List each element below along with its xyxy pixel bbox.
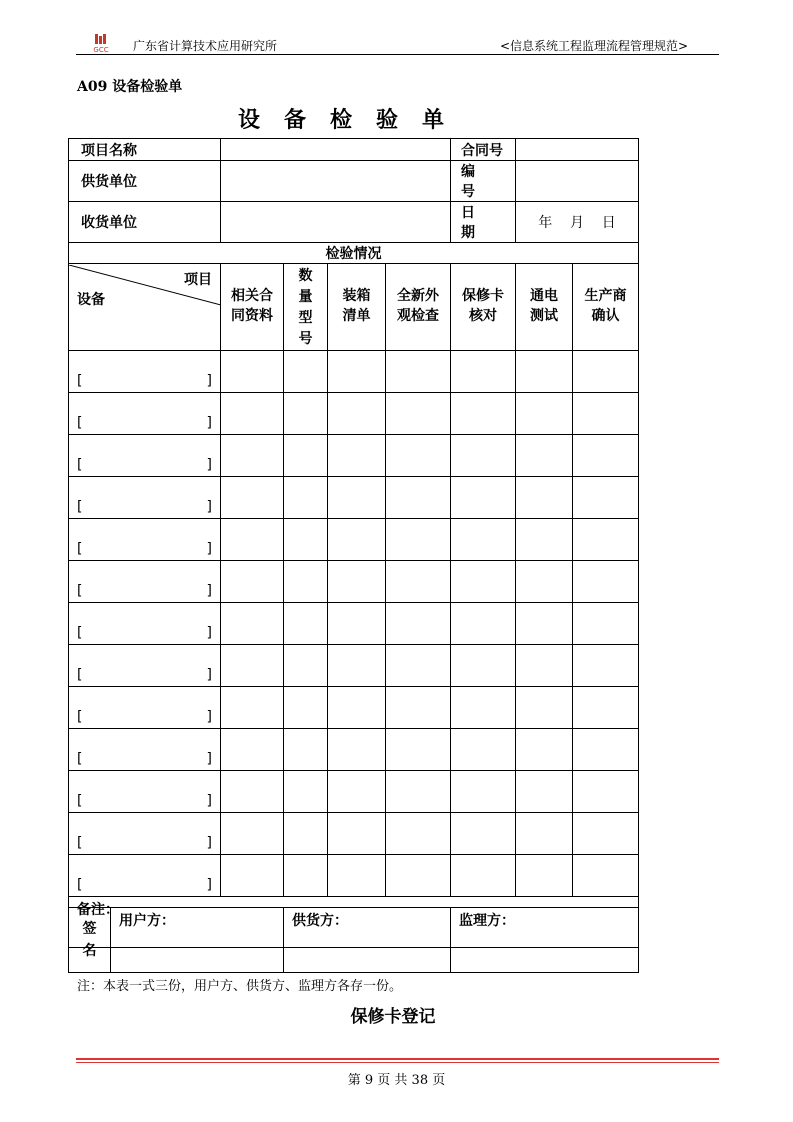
check-cell[interactable]	[516, 687, 573, 729]
check-cell[interactable]	[573, 519, 639, 561]
bracket-close: ]	[206, 499, 212, 515]
check-cell[interactable]	[451, 477, 516, 519]
sign-label-text: 签名	[82, 921, 97, 959]
check-cell[interactable]	[516, 855, 573, 897]
diagonal-header-cell	[69, 264, 221, 351]
bracket-open: [	[77, 667, 83, 683]
svg-text:GCC: GCC	[93, 46, 109, 53]
user-sign-field[interactable]	[111, 908, 284, 973]
check-cell[interactable]	[573, 771, 639, 813]
bracket-open: [	[77, 541, 83, 557]
table-row	[69, 435, 639, 477]
check-cell[interactable]	[451, 687, 516, 729]
check-cell[interactable]	[451, 393, 516, 435]
check-cell[interactable]	[451, 519, 516, 561]
check-cell[interactable]	[386, 855, 451, 897]
header-organization: 广东省计算技术应用研究所	[133, 39, 278, 53]
check-cell[interactable]	[451, 729, 516, 771]
check-cell[interactable]	[451, 351, 516, 393]
warranty-registration-title: 保修卡登记	[350, 1007, 436, 1027]
check-cell[interactable]	[221, 519, 284, 561]
header-divider	[76, 54, 719, 55]
table-row	[69, 351, 639, 393]
bracket-close: ]	[206, 835, 212, 851]
device-name-cell[interactable]	[69, 645, 221, 687]
check-cell[interactable]	[386, 561, 451, 603]
table-row	[69, 855, 639, 897]
col-warranty	[451, 264, 516, 351]
supplier-field[interactable]	[221, 161, 451, 202]
check-cell[interactable]	[516, 477, 573, 519]
check-cell[interactable]	[328, 435, 386, 477]
check-cell[interactable]	[386, 477, 451, 519]
check-cell[interactable]	[284, 561, 328, 603]
check-cell[interactable]	[284, 855, 328, 897]
col-contract-docs-label: 相关合同资料	[231, 288, 273, 324]
check-cell[interactable]	[284, 687, 328, 729]
form-code: A09 设备检验单	[77, 79, 183, 95]
check-cell[interactable]	[386, 519, 451, 561]
bracket-open: [	[77, 457, 83, 473]
footer-divider-thick	[76, 1058, 719, 1060]
check-cell[interactable]	[516, 813, 573, 855]
table-row	[69, 477, 639, 519]
check-cell[interactable]	[328, 687, 386, 729]
check-cell[interactable]	[386, 771, 451, 813]
device-name-cell[interactable]	[69, 561, 221, 603]
bracket-open: [	[77, 583, 83, 599]
check-cell[interactable]	[516, 351, 573, 393]
check-cell[interactable]	[451, 855, 516, 897]
bracket-close: ]	[206, 877, 212, 893]
bracket-close: ]	[206, 541, 212, 557]
check-cell[interactable]	[386, 393, 451, 435]
device-name-cell[interactable]	[69, 393, 221, 435]
check-cell[interactable]	[573, 477, 639, 519]
bracket-close: ]	[206, 751, 212, 767]
bracket-close: ]	[206, 583, 212, 599]
serial-label: 编号	[451, 161, 516, 202]
device-name-cell[interactable]	[69, 519, 221, 561]
check-cell[interactable]	[516, 393, 573, 435]
col-qty-model-label: 数量型号	[298, 268, 313, 347]
check-cell[interactable]	[284, 771, 328, 813]
check-cell[interactable]	[328, 477, 386, 519]
bracket-close: ]	[206, 793, 212, 809]
table-row	[69, 687, 639, 729]
supplier-sign-label: 供货方：	[292, 913, 348, 929]
supervisor-sign-field[interactable]	[451, 908, 639, 973]
bracket-open: [	[77, 751, 83, 767]
check-cell[interactable]	[221, 729, 284, 771]
col-packing-list	[328, 264, 386, 351]
check-cell[interactable]	[451, 561, 516, 603]
check-cell[interactable]	[573, 435, 639, 477]
col-appearance-label: 全新外观检查	[397, 288, 439, 324]
device-name-cell[interactable]	[69, 729, 221, 771]
check-cell[interactable]	[284, 435, 328, 477]
check-cell[interactable]	[386, 729, 451, 771]
receiver-label: 收货单位	[69, 202, 221, 243]
check-cell[interactable]	[573, 687, 639, 729]
receiver-field[interactable]	[221, 202, 451, 243]
check-cell[interactable]	[386, 351, 451, 393]
project-name-field[interactable]	[221, 139, 451, 161]
check-cell[interactable]	[573, 393, 639, 435]
bracket-close: ]	[206, 457, 212, 473]
check-cell[interactable]	[328, 729, 386, 771]
check-cell[interactable]	[284, 477, 328, 519]
table-row	[69, 771, 639, 813]
sign-label	[69, 908, 111, 973]
check-cell[interactable]	[328, 771, 386, 813]
signature-table	[68, 907, 639, 973]
check-cell[interactable]	[328, 855, 386, 897]
device-name-cell[interactable]	[69, 687, 221, 729]
device-name-cell[interactable]	[69, 771, 221, 813]
company-logo	[90, 33, 112, 53]
check-cell[interactable]	[221, 813, 284, 855]
device-name-cell[interactable]	[69, 813, 221, 855]
bracket-close: ]	[206, 709, 212, 725]
check-cell[interactable]	[328, 813, 386, 855]
supplier-label: 供货单位	[69, 161, 221, 202]
date-field[interactable]: 年 月 日	[516, 202, 639, 243]
page-number: 第 9 页 共 38 页	[347, 1073, 446, 1088]
check-cell[interactable]	[573, 729, 639, 771]
date-label: 日期	[451, 202, 516, 243]
device-name-cell[interactable]	[69, 855, 221, 897]
check-cell[interactable]	[451, 603, 516, 645]
check-cell[interactable]	[328, 519, 386, 561]
col-manufacturer-label: 生产商确认	[584, 288, 627, 324]
col-qty-model	[284, 264, 328, 351]
bracket-close: ]	[206, 373, 212, 389]
check-cell[interactable]	[221, 477, 284, 519]
check-cell[interactable]	[516, 435, 573, 477]
bracket-open: [	[77, 373, 83, 389]
remarks-label: 备注：	[77, 902, 119, 918]
project-name-label: 项目名称	[69, 139, 221, 161]
check-cell[interactable]	[221, 855, 284, 897]
col-warranty-label: 保修卡核对	[462, 288, 504, 324]
bracket-open: [	[77, 415, 83, 431]
supervisor-sign-label: 监理方：	[459, 913, 515, 929]
check-cell[interactable]	[386, 435, 451, 477]
form-title: 设备检验单	[237, 107, 468, 133]
footer-divider-thin	[76, 1062, 719, 1063]
user-sign-label: 用户方：	[119, 913, 175, 929]
check-cell[interactable]	[328, 351, 386, 393]
check-cell[interactable]	[328, 393, 386, 435]
inspection-section-title: 检验情况	[69, 243, 639, 264]
check-cell[interactable]	[516, 645, 573, 687]
check-cell[interactable]	[516, 603, 573, 645]
diag-device-label: 设备	[77, 292, 105, 308]
col-manufacturer	[573, 264, 639, 351]
check-cell[interactable]	[516, 771, 573, 813]
check-cell[interactable]	[516, 561, 573, 603]
table-row	[69, 519, 639, 561]
check-cell[interactable]	[573, 351, 639, 393]
check-cell[interactable]	[386, 813, 451, 855]
check-cell[interactable]	[221, 393, 284, 435]
check-cell[interactable]	[573, 645, 639, 687]
table-row	[69, 645, 639, 687]
table-row	[69, 561, 639, 603]
table-row	[69, 813, 639, 855]
table-row	[69, 393, 639, 435]
check-cell[interactable]	[516, 519, 573, 561]
check-cell[interactable]	[284, 603, 328, 645]
check-cell[interactable]	[284, 729, 328, 771]
table-row	[69, 603, 639, 645]
check-cell[interactable]	[328, 645, 386, 687]
check-cell[interactable]	[451, 813, 516, 855]
check-cell[interactable]	[573, 855, 639, 897]
check-cell[interactable]	[284, 813, 328, 855]
header-document-title: <信息系统工程监理流程管理规范>	[500, 39, 689, 53]
bracket-open: [	[77, 499, 83, 515]
check-cell[interactable]	[451, 771, 516, 813]
device-rows	[69, 351, 639, 897]
bracket-close: ]	[206, 415, 212, 431]
check-cell[interactable]	[221, 351, 284, 393]
check-cell[interactable]	[221, 645, 284, 687]
footnote: 注：本表一式三份，用户方、供货方、监理方各存一份。	[77, 979, 403, 994]
check-cell[interactable]	[451, 435, 516, 477]
inspection-form-table	[68, 138, 639, 948]
device-name-cell[interactable]	[69, 477, 221, 519]
check-cell[interactable]	[573, 561, 639, 603]
check-cell[interactable]	[451, 645, 516, 687]
contract-no-label: 合同号	[451, 139, 516, 161]
device-name-cell[interactable]	[69, 603, 221, 645]
bracket-open: [	[77, 793, 83, 809]
check-cell[interactable]	[284, 393, 328, 435]
col-power-test-label: 通电测试	[530, 288, 558, 324]
check-cell[interactable]	[573, 813, 639, 855]
check-cell[interactable]	[221, 771, 284, 813]
device-name-cell[interactable]	[69, 351, 221, 393]
col-power-test	[516, 264, 573, 351]
serial-field[interactable]	[516, 161, 639, 202]
device-name-cell[interactable]	[69, 435, 221, 477]
bracket-close: ]	[206, 667, 212, 683]
col-contract-docs	[221, 264, 284, 351]
check-cell[interactable]	[221, 603, 284, 645]
bracket-close: ]	[206, 625, 212, 641]
check-cell[interactable]	[386, 603, 451, 645]
check-cell[interactable]	[284, 519, 328, 561]
check-cell[interactable]	[328, 561, 386, 603]
check-cell[interactable]	[516, 729, 573, 771]
check-cell[interactable]	[284, 645, 328, 687]
contract-no-field[interactable]	[516, 139, 639, 161]
check-cell[interactable]	[284, 351, 328, 393]
supplier-sign-field[interactable]	[284, 908, 451, 973]
table-row	[69, 729, 639, 771]
check-cell[interactable]	[328, 603, 386, 645]
check-cell[interactable]	[221, 561, 284, 603]
bracket-open: [	[77, 877, 83, 893]
col-appearance	[386, 264, 451, 351]
check-cell[interactable]	[221, 687, 284, 729]
bracket-open: [	[77, 835, 83, 851]
diag-item-label: 项目	[184, 272, 212, 288]
check-cell[interactable]	[573, 603, 639, 645]
check-cell[interactable]	[221, 435, 284, 477]
check-cell[interactable]	[386, 645, 451, 687]
col-packing-list-label: 装箱清单	[342, 288, 371, 324]
bracket-open: [	[77, 625, 83, 641]
check-cell[interactable]	[386, 687, 451, 729]
bracket-open: [	[77, 709, 83, 725]
